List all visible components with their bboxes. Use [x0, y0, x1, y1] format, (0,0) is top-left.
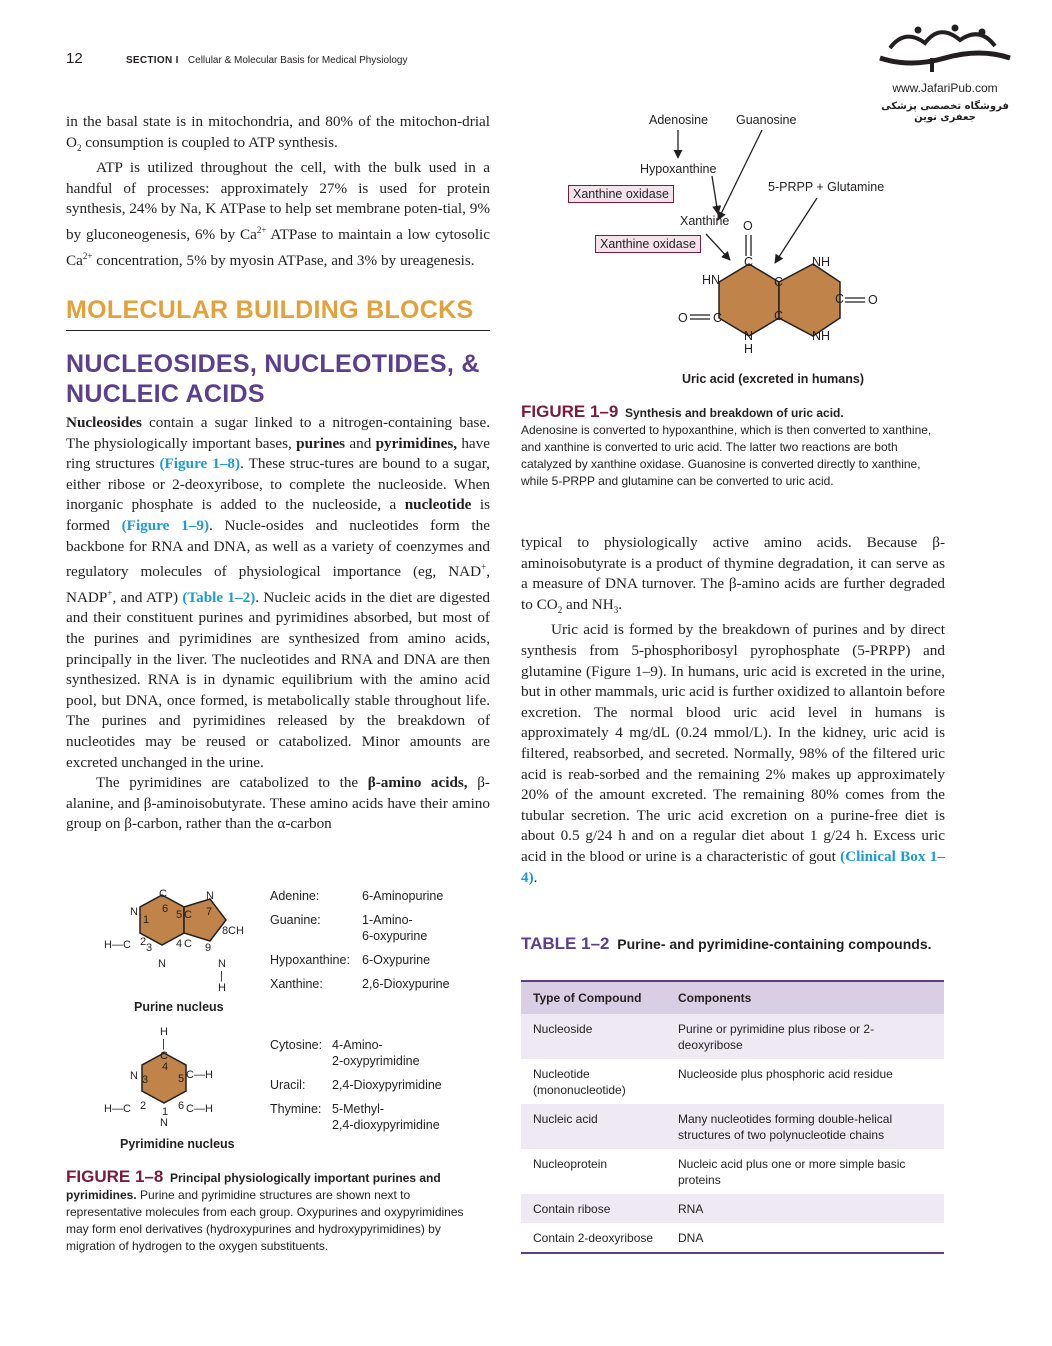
page-number: 12	[66, 50, 83, 67]
paragraph: ATP is utilized throughout the cell, with the bulk used in a handful of processes: approximately 27% is used for protein synthesis, 24% by Na, K ATPase to help set membrane poten-tial, 9% by gluconeogenesis, 6% by $Ca^{2+}$ ATPase to maintain a low cytosolic $Ca^{2+}$ concentration, 5% by myosin ATPase, and 3% by ureagenesis.	[66, 159, 491, 269]
svg-text:9: 9	[205, 942, 212, 954]
logo-site: www.JafariPub.com	[892, 81, 998, 95]
subsection-heading: NUCLEOSIDES, NUCLEOTIDES, & NUCLEIC ACIDS	[66, 350, 480, 408]
svg-text:4: 4	[176, 938, 183, 950]
clinical-box-link[interactable]: (Clinical Box 1–4)	[521, 847, 945, 886]
paragraph: Uric acid is formed by the breakdown of purines and by direct synthesis from 5-phosphoribosyl pyrophosphate (5-PRPP) and glutamine (Figure 1–9). In humans, uric acid is excreted in the urine, but in other mammals, uric acid is further oxidized to allantoin before excretion. The normal blood uric acid level in humans is approximately 4 mg/dL (0.24 mmol/L). In the kidney, uric acid is filtered, reabsorbed, and secreted. Normally, 98% of the filtered uric acid is reab-sorbed and the remaining 2% makes up approximately 20% of the amount excreted. The remaining 80% comes from the tubular secretion. The uric acid excretion on a purine-free diet is about 0.5 g/24 h and on a regular diet about 1 g/24 h. Excess uric acid in the blood or urine is a characteristic of gout (Clinical Box 1–4).	[521, 621, 945, 886]
svg-text:6: 6	[178, 1100, 185, 1112]
compound-table	[521, 980, 944, 1254]
logo-mark-icon	[870, 18, 1020, 76]
figure-caption-1-9: FIGURE 1–9 Synthesis and breakdown of uric acid. Adenosine is converted to hypoxanthine, which is then converted to xanthine, and xanthine is converted to uric acid. The latter two reactions are both catalyzed by xanthine oxidase. Guanosine is converted directly to xanthine, while 5-PRPP and glutamine can be converted to uric acid.	[521, 402, 932, 488]
svg-text:HN: HN	[702, 273, 721, 287]
svg-text:|: |	[220, 970, 223, 982]
svg-text:C: C	[713, 311, 723, 325]
svg-text:NH: NH	[812, 329, 831, 343]
running-header	[66, 50, 407, 67]
enzyme-box: Xanthine oxidase	[568, 185, 674, 203]
svg-text:CH: CH	[228, 925, 244, 937]
table-row: Nucleoside Purine or pyrimidine plus ribose or 2-deoxyribose	[521, 1014, 944, 1059]
svg-text:2: 2	[140, 1100, 147, 1112]
table-header: Type of Compound	[521, 981, 666, 1014]
purine-structure	[100, 885, 270, 1005]
svg-text:C: C	[160, 1050, 168, 1062]
svg-text:NH: NH	[812, 255, 831, 269]
svg-text:C: C	[159, 888, 167, 900]
figure-label: FIGURE 1–9	[521, 402, 619, 421]
svg-text:O: O	[868, 293, 878, 307]
table-row: Nucleic acid Many nucleotides forming double-helical structures of two polynucleotide chains	[521, 1104, 944, 1149]
svg-text:H—C: H—C	[104, 1103, 131, 1115]
prpp-label: 5-PRPP + Glutamine	[768, 180, 885, 194]
svg-text:1: 1	[162, 1106, 169, 1118]
svg-text:O: O	[678, 311, 688, 325]
table-label: TABLE 1–2	[521, 934, 610, 953]
svg-text:C: C	[774, 309, 784, 323]
svg-text:6: 6	[162, 903, 169, 915]
svg-text:4: 4	[162, 1061, 169, 1073]
enzyme-box: Xanthine oxidase	[595, 235, 701, 253]
svg-text:2: 2	[140, 936, 147, 948]
svg-text:H: H	[218, 982, 226, 994]
adenosine-label: Adenosine	[649, 113, 709, 127]
svg-text:H: H	[160, 1026, 168, 1038]
paragraph: in the basal state is in mitochondria, and 80% of the mitochon-drial $O_2$ consumption is coupled to ATP synthesis.	[66, 113, 490, 153]
svg-text:H: H	[744, 342, 754, 356]
svg-text:N: N	[744, 329, 754, 343]
table-link[interactable]: (Table 1–2)	[182, 588, 256, 606]
pyrimidine-list: Cytosine: 4-Amino- 2-oxypyrimidine Uracil: 2,4-Dioxypyrimidine Thymine: 5-Methyl- 2,4-dioxypyrimidine	[270, 1038, 442, 1132]
figure-label: FIGURE 1–8	[66, 1167, 164, 1186]
svg-text:C: C	[744, 255, 754, 269]
figure-caption-1-8: FIGURE 1–8 Principal physiologically important purines and pyrimidines. Purine and pyrimidine structures are shown next to representative molecules from each group. Oxypurines and oxypyrimidines may form enol derivatives (hydroxypurines and hydroxypyrimidines) by migration of hydrogen to the oxygen substituents.	[66, 1167, 464, 1253]
svg-text:3: 3	[142, 1074, 149, 1086]
right-body-text	[521, 533, 945, 888]
table-row: Contain ribose RNA	[521, 1194, 944, 1223]
svg-text:7: 7	[206, 906, 213, 918]
figure-link[interactable]: (Figure 1–9)	[121, 516, 209, 534]
svg-text:|: |	[162, 1038, 165, 1050]
guanosine-label: Guanosine	[736, 113, 797, 127]
table-row: Nucleoprotein Nucleic acid plus one or more simple basic proteins	[533, 1157, 906, 1187]
heading-rule	[66, 330, 490, 331]
section-heading: MOLECULAR BUILDING BLOCKS	[66, 296, 474, 324]
pyrimidine-structure	[100, 1025, 260, 1140]
svg-text:3: 3	[146, 942, 153, 954]
purine-caption: Purine nucleus	[134, 1000, 224, 1014]
table-header: Components	[666, 981, 944, 1014]
table-row: Contain 2-deoxyribose DNA	[521, 1223, 944, 1253]
purine-list: Adenine: 6-Aminopurine Guanine: 1-Amino- 6-oxypurine Hypoxanthine: 6-Oxypurine Xanthine: 2,6-Dioxypurine	[270, 889, 450, 991]
svg-text:N: N	[206, 890, 214, 902]
svg-text:C: C	[835, 292, 845, 306]
svg-text:O: O	[743, 219, 753, 233]
paragraph: Nucleosides contain a sugar linked to a nitrogen-containing base. The physiologically important bases, purines and pyrimidines, have ring structures (Figure 1–8). These struc-tures are bound to a sugar, either ribose or 2-deoxyribose, to complete the nucleoside. When inorganic phosphate is added to the nucleoside, a nucleotide is formed (Figure 1–9). Nucle-osides and nucleotides form the backbone for RNA and DNA, as well as a variety of coenzymes and regulatory molecules of physiological importance (eg, NAD+, NADP+, and ATP) (Table 1–2). Nucleic acids in the diet are digested and their constituent purines and pyrimidines absorbed, but most of the purines and pyrimidines are synthesized from amino acids, principally in the liver. The nucleotides and RNA and DNA are then synthesized. RNA is in dynamic equilibrium with the amino acid pool, but DNA, once formed, is metabolically stable throughout life. The purines and pyrimidines released by the breakdown of nucleotides may be reused or catabolized. Minor amounts are excreted unchanged in the urine.	[66, 414, 490, 771]
svg-text:1: 1	[143, 914, 150, 926]
svg-text:C: C	[184, 938, 192, 950]
table-row: Nucleotide (mononucleotide) Nucleoside plus phosphoric acid residue	[533, 1067, 893, 1097]
svg-text:N: N	[218, 958, 226, 970]
svg-text:C: C	[184, 909, 192, 921]
svg-text:C—H: C—H	[186, 1103, 213, 1115]
pyrimidine-caption: Pyrimidine nucleus	[120, 1137, 235, 1151]
uric-acid-label: Uric acid (excreted in humans)	[682, 372, 865, 386]
svg-text:N: N	[130, 906, 138, 918]
logo-persian-text: فروشگاه تخصصی پزشکی جعفری نوین	[881, 101, 1009, 123]
left-intro-text	[66, 112, 490, 271]
svg-text:C: C	[774, 275, 784, 289]
svg-text:C—H: C—H	[186, 1069, 213, 1081]
svg-text:H—C: H—C	[104, 939, 131, 951]
svg-text:5: 5	[178, 1073, 185, 1085]
svg-text:8: 8	[222, 925, 229, 937]
section-title: Cellular & Molecular Basis for Medical Physiology	[187, 55, 408, 66]
xanthine-label: Xanthine	[680, 214, 730, 228]
svg-text:N: N	[158, 958, 166, 970]
svg-text:N: N	[130, 1070, 138, 1082]
section-label: SECTION I	[125, 55, 179, 66]
uric-acid-diagram	[522, 108, 952, 398]
left-body-text	[66, 413, 490, 835]
paragraph: typical to physiologically active amino acids. Because β-aminoisobutyrate is a product of thymine degradation, it can serve as a measure of DNA turnover. The β-amino acids are further degraded to $CO_2$ and $NH_3$.	[521, 534, 945, 615]
svg-text:N: N	[160, 1117, 168, 1129]
svg-text:5: 5	[176, 909, 183, 921]
table-title: TABLE 1–2 Purine- and pyrimidine-containing compounds.	[521, 934, 932, 953]
figure-link[interactable]: (Figure 1–8)	[159, 455, 241, 473]
paragraph: The pyrimidines are catabolized to the β-amino acids, β-alanine, and β-aminoisobutyrate. These amino acids have their amino group on β-carbon, rather than the α-carbon	[66, 774, 490, 833]
hypoxanthine-label: Hypoxanthine	[640, 162, 717, 176]
